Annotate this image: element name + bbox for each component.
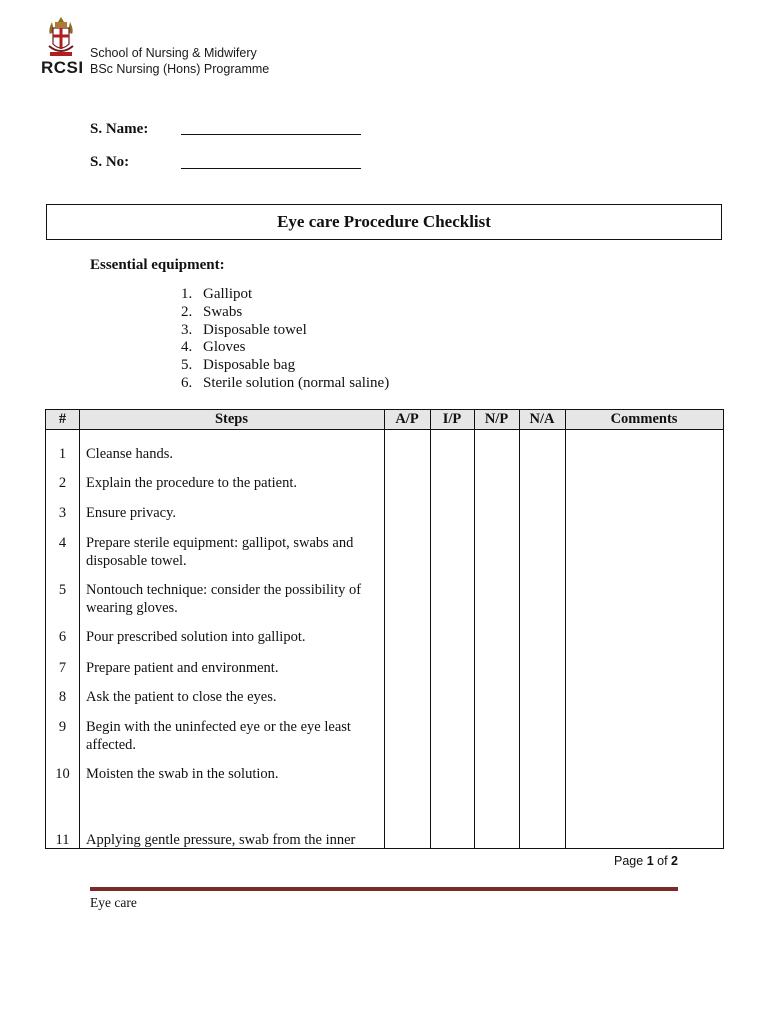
- student-number-label: S. No:: [90, 154, 130, 170]
- item-text: Sterile solution (normal saline): [203, 374, 390, 391]
- list-item: [181, 322, 389, 340]
- row-number: 3: [58, 505, 67, 521]
- student-number-field[interactable]: [181, 168, 361, 169]
- item-text: Disposable towel: [203, 321, 307, 338]
- row-step: Cleanse hands.: [86, 446, 173, 462]
- row-step: Prepare patient and environment.: [86, 660, 279, 676]
- school-name: School of Nursing & Midwifery: [90, 46, 257, 60]
- column-divider: [565, 410, 566, 848]
- row-number: 5: [58, 582, 67, 598]
- row-step: Begin with the uninfected eye or the eye least affected.: [86, 719, 351, 753]
- row-number: 8: [58, 689, 67, 705]
- row-number: 6: [58, 629, 67, 645]
- student-name-label: S. Name:: [90, 121, 149, 137]
- row-step: Ask the patient to close the eyes.: [86, 689, 277, 705]
- rcsi-crest-logo: [44, 16, 78, 60]
- row-step: Nontouch technique: consider the possibility of wearing gloves.: [86, 582, 362, 616]
- logo-wordmark: RCSI: [41, 58, 84, 77]
- column-header-ip: I/P: [442, 411, 462, 427]
- row-step: Explain the procedure to the patient.: [86, 475, 297, 491]
- row-number: 2: [58, 475, 67, 491]
- row-number: 9: [58, 719, 67, 735]
- footer-doc-name: Eye care: [90, 895, 137, 910]
- column-divider: [474, 410, 475, 848]
- column-header-na: N/A: [529, 411, 555, 427]
- item-number: 6.: [181, 374, 193, 391]
- student-name-field[interactable]: [181, 134, 361, 135]
- item-number: 4.: [181, 339, 193, 356]
- list-item: [181, 304, 389, 322]
- row-number: 1: [58, 446, 67, 462]
- item-text: Swabs: [203, 303, 243, 320]
- row-step: Ensure privacy.: [86, 505, 177, 521]
- item-text: Gloves: [203, 339, 246, 356]
- item-number: 3.: [181, 321, 193, 338]
- list-item: [181, 339, 389, 357]
- page-total: 2: [671, 854, 678, 868]
- page-current: 1: [646, 854, 654, 868]
- row-step: Moisten the swab in the solution.: [86, 766, 279, 782]
- item-number: 5.: [181, 357, 193, 374]
- list-item: [181, 357, 389, 375]
- row-number: 11: [55, 832, 70, 848]
- column-divider: [384, 410, 385, 848]
- checklist-title-box: [46, 204, 722, 240]
- row-step: Pour prescribed solution into gallipot.: [86, 629, 306, 645]
- list-item: [181, 375, 389, 393]
- row-step: Prepare sterile equipment: gallipot, swabs and disposable towel.: [86, 535, 354, 569]
- page-number: [614, 854, 678, 868]
- column-header-ap: A/P: [395, 411, 419, 427]
- equipment-list: [181, 286, 389, 393]
- page-label: Page: [614, 854, 644, 868]
- page-title: Eye care Procedure Checklist: [277, 212, 491, 231]
- item-text: Gallipot: [203, 286, 253, 302]
- column-divider: [430, 410, 431, 848]
- list-item: [181, 286, 389, 304]
- checklist-table: [45, 409, 724, 849]
- column-divider: [79, 410, 80, 848]
- equipment-heading: Essential equipment:: [90, 257, 225, 273]
- column-header-number: #: [58, 411, 67, 427]
- column-header-steps: Steps: [214, 411, 249, 427]
- item-text: Disposable bag: [203, 357, 296, 374]
- item-number: 2.: [181, 303, 193, 320]
- column-divider: [519, 410, 520, 848]
- row-number: 4: [58, 535, 67, 551]
- column-header-np: N/P: [484, 411, 509, 427]
- row-number: 7: [58, 660, 67, 676]
- column-header-comments: Comments: [610, 411, 678, 427]
- row-number: 10: [55, 766, 70, 782]
- row-step: Applying gentle pressure, swab from the inner: [86, 832, 356, 848]
- programme-name: BSc Nursing (Hons) Programme: [90, 62, 270, 76]
- page-of: of: [657, 854, 668, 868]
- item-number: 1.: [181, 286, 193, 302]
- footer-rule: [90, 887, 678, 891]
